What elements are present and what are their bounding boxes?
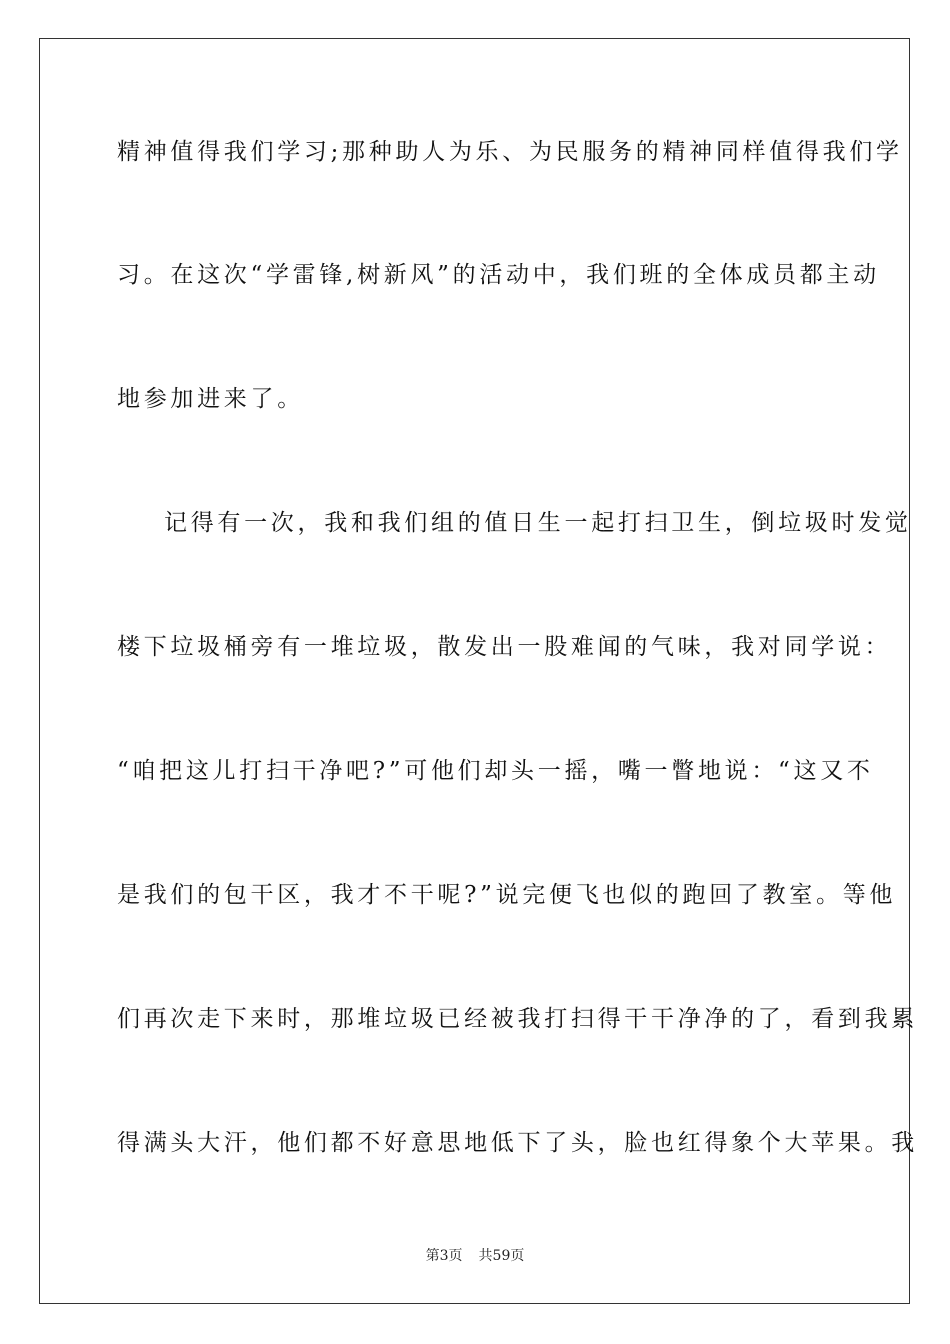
text-line: 们再次走下来时，那堆垃圾已经被我打扫得干干净净的了，看到我累 [117,1006,918,1032]
page-number: 第3页 [425,1248,463,1264]
paragraph-first-line: 记得有一次，我和我们组的值日生一起打扫卫生，倒垃圾时发觉 [164,510,912,536]
text-line: 地参加进来了。 [117,386,304,412]
page-total: 共59页 [478,1248,525,1264]
page-border [39,38,918,1304]
text-line: 楼下垃圾桶旁有一堆垃圾，散发出一股难闻的气味，我对同学说： [117,634,892,660]
page-footer [0,1247,950,1265]
text-line: “咱把这儿打扫干净吧?”可他们却头一摇，嘴一瞥地说：“这又不 [117,758,874,784]
text-line: 得满头大汗，他们都不好意思地低下了头，脸也红得象个大苹果。我 [117,1130,918,1156]
text-line: 是我们的包干区，我才不干呢?”说完便飞也似的跑回了教室。等他 [117,882,897,908]
text-line: 精神值得我们学习;那种助人为乐、为民服务的精神同样值得我们学 [117,139,903,165]
text-line: 习。在这次“学雷锋,树新风”的活动中，我们班的全体成员都主动 [117,262,880,288]
